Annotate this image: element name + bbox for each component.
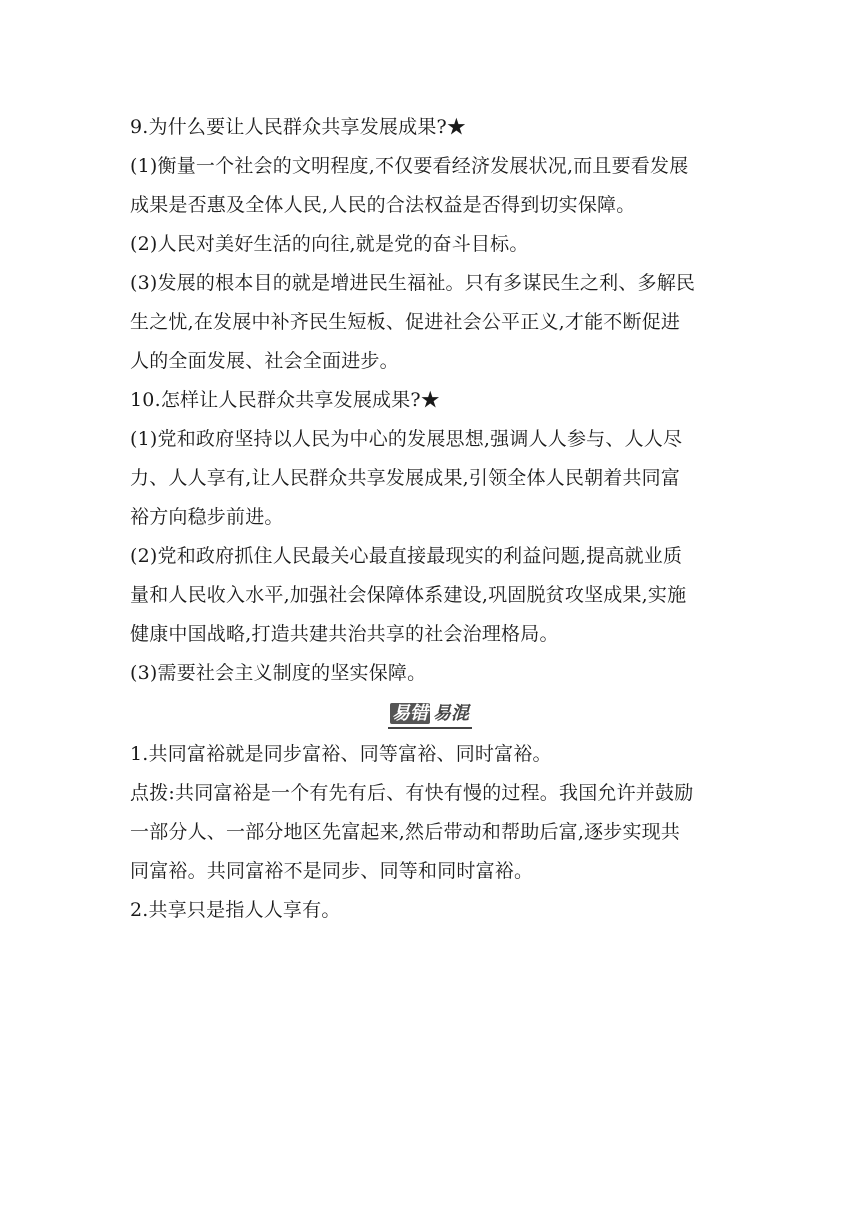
text-line: 健康中国战略,打造共建共治共享的社会治理格局。: [130, 623, 559, 645]
text-line: (1)党和政府坚持以人民为中心的发展思想,强调人人参与、人人尽: [130, 428, 683, 450]
q9-answer-3: [130, 264, 730, 381]
item-1-tip: [130, 774, 730, 891]
text-line: (1)衡量一个社会的文明程度,不仅要看经济发展状况,而且要看发展: [130, 155, 689, 177]
text-line: 人的全面发展、社会全面进步。: [130, 350, 399, 372]
q9-answer-1: [130, 147, 730, 225]
q10-answer-2: [130, 537, 730, 654]
section-heading-badge: [388, 702, 472, 729]
q9-answer-2: [130, 225, 730, 264]
item-2-statement: 2.共享只是指人人享有。: [130, 899, 341, 921]
text-line: 生之忧,在发展中补齐民生短板、促进社会公平正义,才能不断促进: [130, 311, 681, 333]
section-heading-light: 易混: [433, 703, 469, 724]
item-1-statement: 1.共同富裕就是同步富裕、同等富裕、同时富裕。: [130, 743, 552, 765]
text-line: 力、人人享有,让人民群众共享发展成果,引领全体人民朝着共同富: [130, 467, 681, 489]
text-line: 一部分人、一部分地区先富起来,然后带动和帮助后富,逐步实现共: [130, 821, 681, 843]
text-line: 同富裕。共同富裕不是同步、同等和同时富裕。: [130, 860, 534, 882]
question-10-title: 10.怎样让人民群众共享发展成果?★: [130, 389, 441, 411]
text-line: (3)发展的根本目的就是增进民生福祉。只有多谋民生之利、多解民: [130, 272, 696, 294]
q10-answer-3: [130, 654, 730, 693]
section-heading: [130, 695, 730, 735]
text-line: 量和人民收入水平,加强社会保障体系建设,巩固脱贫攻坚成果,实施: [130, 584, 687, 606]
text-line: 成果是否惠及全体人民,人民的合法权益是否得到切实保障。: [130, 194, 636, 216]
text-line: (3)需要社会主义制度的坚实保障。: [130, 662, 427, 684]
text-line: (2)党和政府抓住人民最关心最直接最现实的利益问题,提高就业质: [130, 545, 683, 567]
text-line: (2)人民对美好生活的向往,就是党的奋斗目标。: [130, 233, 529, 255]
text-line: 点拨:共同富裕是一个有先有后、有快有慢的过程。我国允许并鼓励: [130, 782, 694, 804]
q10-answer-1: [130, 420, 730, 537]
text-line: 裕方向稳步前进。: [130, 506, 284, 528]
question-9-title: 9.为什么要让人民群众共享发展成果?★: [130, 116, 467, 138]
document-page: [130, 108, 730, 930]
section-heading-dark: 易错: [392, 703, 428, 724]
